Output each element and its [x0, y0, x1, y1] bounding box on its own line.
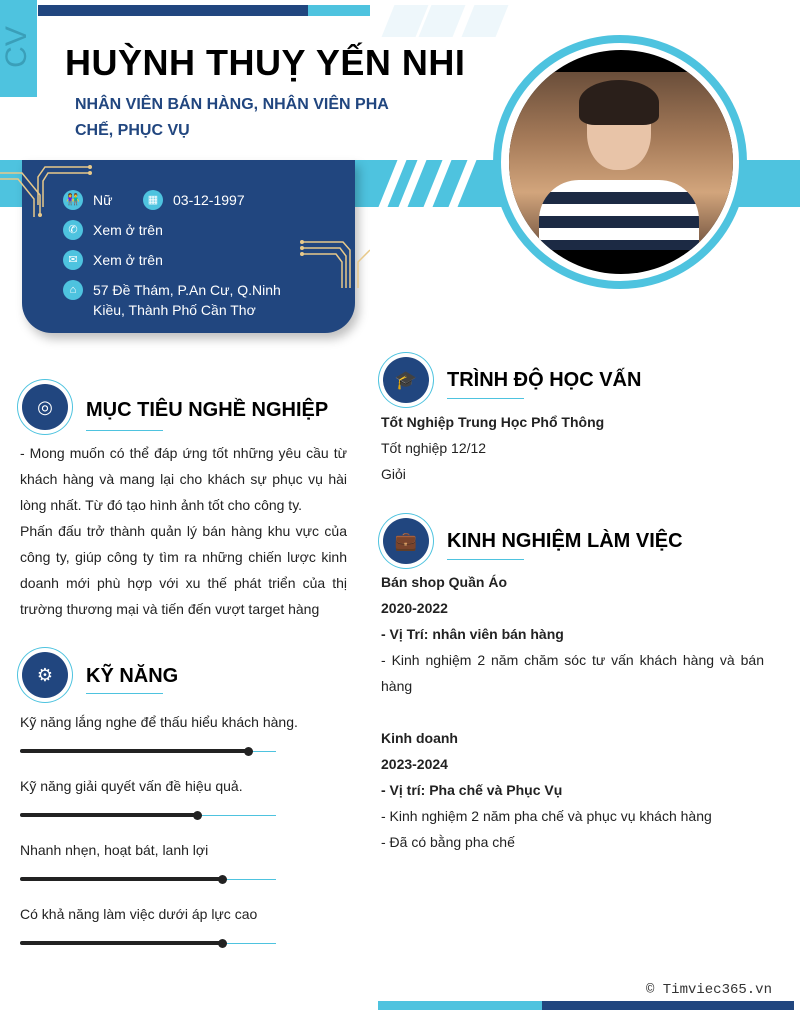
skill-level-fill — [20, 877, 222, 881]
job-role: - Vị trí: Pha chế và Phục Vụ — [381, 782, 563, 798]
candidate-name: HUỲNH THUỴ YẾN NHI — [65, 42, 466, 83]
job-period: 2020-2022 — [381, 600, 448, 616]
contact-address — [63, 280, 293, 320]
top-bar-light — [308, 5, 370, 16]
skill-label: Kỹ năng lắng nghe để thấu hiểu khách hàng. — [20, 714, 298, 730]
skill-level-knob — [218, 939, 227, 948]
cv-label: CV — [0, 26, 33, 68]
education-detail: Tốt nghiệp 12/12 — [381, 440, 487, 456]
target-icon: ◎ — [22, 384, 68, 430]
contact-phone — [63, 220, 163, 240]
head-gear-icon: ⚙ — [22, 652, 68, 698]
skill-level-knob — [218, 875, 227, 884]
copyright: © Timviec365.vn — [645, 982, 772, 998]
job-detail: - Đã có bằng pha chế — [381, 834, 515, 850]
skill-label: Kỹ năng giải quyết vấn đề hiệu quả. — [20, 778, 243, 794]
objective-paragraph: Phấn đấu trở thành quản lý bán hàng khu vực của công ty, giúp công ty tìm ra những chiến lược kinh doanh mới phù hợp với xu thế phát triển của thị trường thương mại và tiến đến vượt target hàng — [20, 523, 347, 617]
skill-label: Nhanh nhẹn, hoạt bát, lanh lợi — [20, 842, 209, 858]
skills-heading: KỸ NĂNG — [86, 665, 179, 687]
experience-block — [381, 569, 764, 855]
top-bar-dark — [38, 5, 308, 16]
education-school: Tốt Nghiệp Trung Học Phổ Thông — [381, 414, 605, 430]
skill-level-knob — [193, 811, 202, 820]
job-period: 2023-2024 — [381, 756, 448, 772]
job-entry — [381, 569, 764, 699]
bottom-bar-light — [378, 1001, 542, 1010]
job-detail: - Kinh nghiệm 2 năm chăm sóc tư vấn khách hàng và bán hàng — [381, 652, 764, 694]
education-heading: TRÌNH ĐỘ HỌC VẤN — [447, 369, 642, 391]
briefcase-icon: 💼 — [383, 518, 429, 564]
heading-underline — [447, 398, 524, 399]
skill-level-bar — [20, 815, 276, 816]
heading-underline — [447, 559, 524, 560]
skill-level-fill — [20, 941, 222, 945]
job-company: Kinh doanh — [381, 730, 458, 746]
skill-level-bar — [20, 879, 276, 880]
heading-underline — [86, 430, 163, 431]
job-company: Bán shop Quần Áo — [381, 574, 507, 590]
contact-birthday — [143, 190, 245, 210]
calendar-icon: ▦ — [143, 190, 163, 210]
contact-email — [63, 250, 163, 270]
birthday-value: 03-12-1997 — [173, 192, 245, 208]
skill-level-bar — [20, 751, 276, 752]
job-role: - Vị Trí: nhân viên bán hàng — [381, 626, 564, 642]
job-position: NHÂN VIÊN BÁN HÀNG, NHÂN VIÊN PHA CHẾ, PHỤC VỤ — [75, 96, 389, 139]
job-entry — [381, 725, 764, 855]
gender-icon: 👫 — [63, 190, 83, 210]
phone-icon: ✆ — [63, 220, 83, 240]
objective-text — [20, 440, 347, 622]
skill-label: Có khả năng làm việc dưới áp lực cao — [20, 906, 258, 922]
address-value: 57 Đề Thám, P.An Cư, Q.Ninh Kiều, Thành Phố Cần Thơ — [93, 282, 281, 318]
gender-value: Nữ — [93, 192, 113, 208]
bottom-bar-dark — [542, 1001, 794, 1010]
experience-heading: KINH NGHIỆM LÀM VIỆC — [447, 530, 683, 552]
skill-level-knob — [244, 747, 253, 756]
profile-photo — [509, 50, 733, 274]
phone-value: Xem ở trên — [93, 222, 163, 238]
education-block — [381, 409, 771, 487]
graduation-cap-icon: 🎓 — [383, 357, 429, 403]
objective-heading: MỤC TIÊU NGHỀ NGHIỆP — [86, 399, 329, 421]
skill-level-fill — [20, 749, 248, 753]
home-icon: ⌂ — [63, 280, 83, 300]
email-value: Xem ở trên — [93, 252, 163, 268]
skill-level-bar — [20, 943, 276, 944]
job-detail: - Kinh nghiệm 2 năm pha chế và phục vụ khách hàng — [381, 808, 712, 824]
heading-underline — [86, 693, 163, 694]
decor-stripe — [462, 5, 509, 37]
objective-paragraph: - Mong muốn có thể đáp ứng tốt những yêu cầu từ khách hàng và mang lại cho khách sự phục vụ hài lòng nhất. Từ đó tạo hình ảnh tốt cho công ty. — [20, 445, 347, 513]
mail-icon: ✉ — [63, 250, 83, 270]
contact-gender — [63, 190, 112, 210]
skill-level-fill — [20, 813, 197, 817]
circuit-decoration — [298, 240, 370, 295]
education-grade: Giỏi — [381, 466, 406, 482]
